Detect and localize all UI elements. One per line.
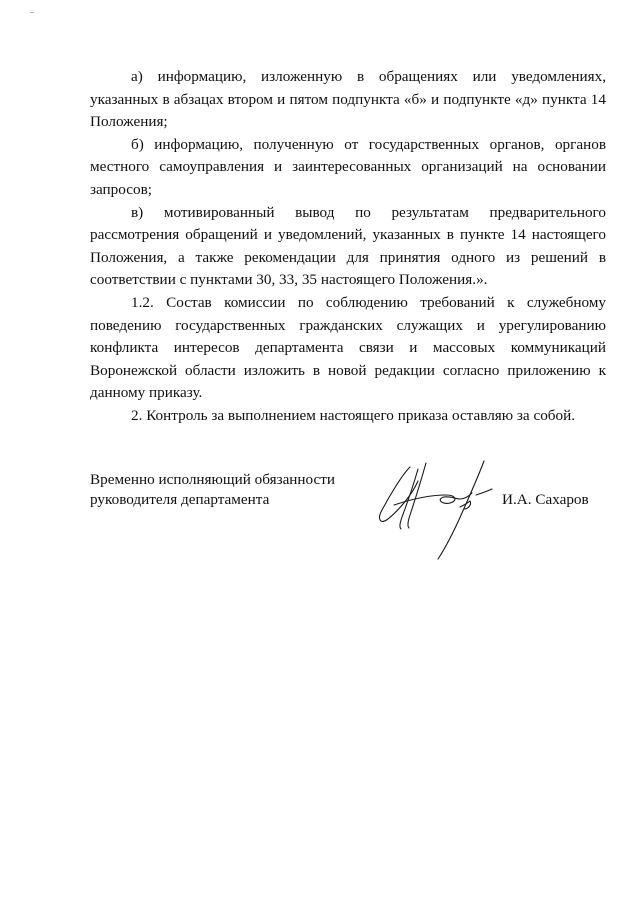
signatory-position — [90, 470, 335, 510]
signature-block — [90, 470, 610, 580]
signatory-position-line2: руководителя департамента — [90, 491, 270, 508]
paragraph-1-2: 1.2. Состав комиссии по соблюдению требований к служебному поведению государственных гражданских служащих и урегулированию конфликта интересов департамента связи и массовых коммуникаций Воронежской области изложить в новой редакции согласно приложению к данному приказу. — [90, 293, 606, 402]
signatory-name: И.А. Сахаров — [502, 491, 589, 508]
handwritten-signature — [372, 455, 502, 565]
paragraph-a: а) информацию, изложенную в обращениях или уведомлениях, указанных в абзацах втором и пятом подпункта «б» и подпункте «д» пункта 14 Положения; — [90, 68, 606, 131]
signatory-position-line1: Временно исполняющий обязанности — [90, 471, 336, 488]
paragraph-b: б) информацию, полученную от государственных органов, органов местного самоуправления и заинтересованных организаций на основании запросов; — [90, 135, 606, 198]
paragraph-2: 2. Контроль за выполнением настоящего приказа оставляю за собой. — [131, 406, 576, 424]
paragraph-v: в) мотивированный вывод по результатам предварительного рассмотрения обращений и уведомлений, указанных в пункте 14 настоящего Положения, а также рекомендации для принятия одного из решений в соответствии с пунктами 30, 33, 35 настоящего Положения.». — [90, 203, 606, 289]
scan-mark — [30, 12, 34, 13]
document-body — [90, 66, 606, 428]
